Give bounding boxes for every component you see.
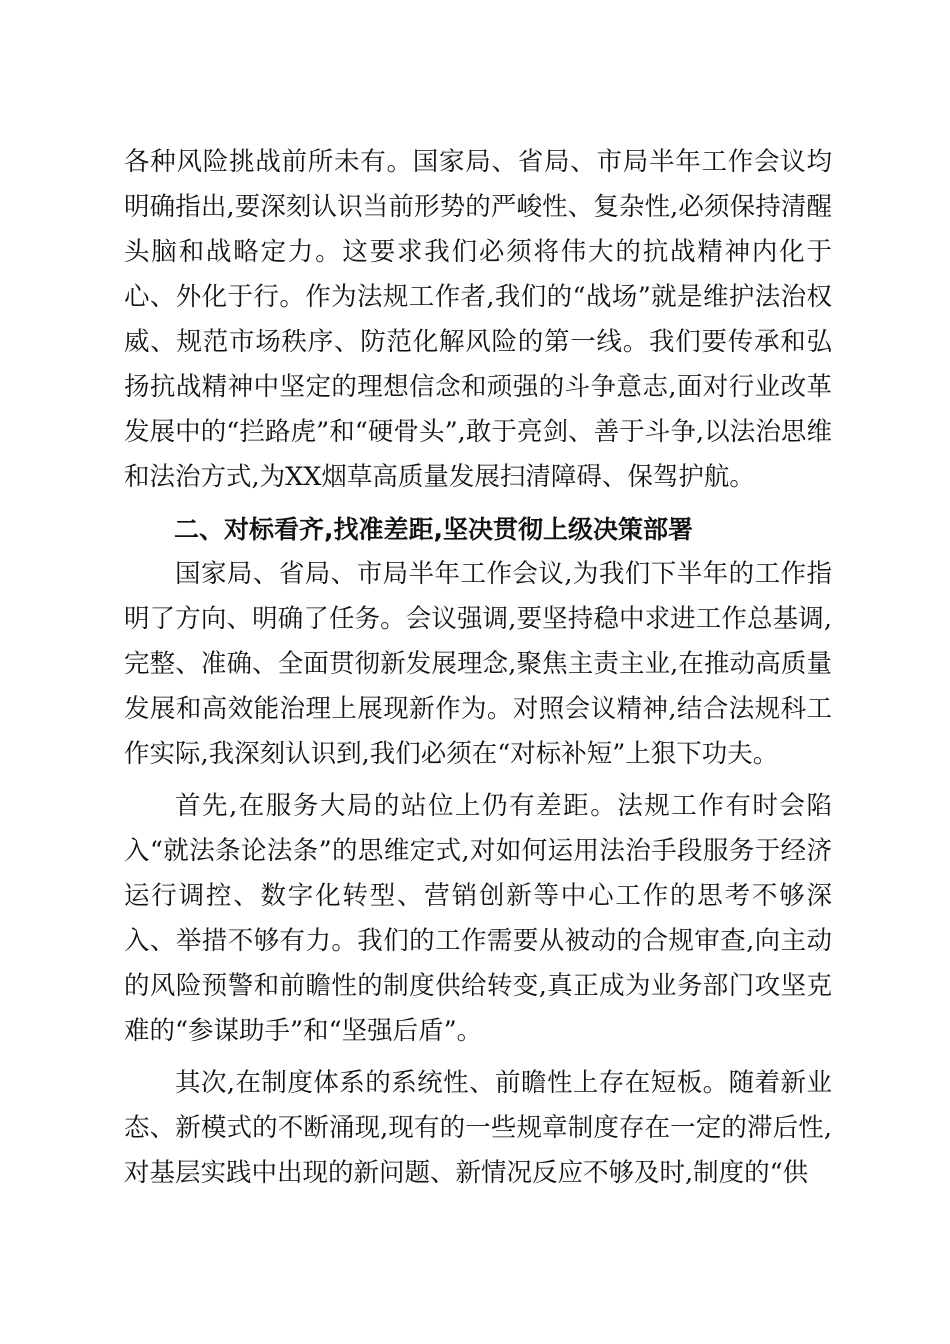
document-body — [124, 140, 832, 1203]
paragraph-risk-challenges: 各种风险挑战前所未有。国家局、省局、市局半年工作会议均明确指出,要深刻认识当前形势的严峻性、复杂性,必须保持清醒头脑和战略定力。这要求我们必须将伟大的抗战精神内化于心、外化于行。作为法规工作者,我们的“战场”就是维护法治权威、规范市场秩序、防范化解风险的第一线。我们要传承和弘扬抗战精神中坚定的理想信念和顽强的斗争意志,面对行业改革发展中的“拦路虎”和“硬骨头”,敢于亮剑、善于斗争,以法治思维和法治方式,为XX烟草高质量发展扫清障碍、保驾护航。 — [124, 147, 832, 492]
paragraph-first-gap: 首先,在服务大局的站位上仍有差距。法规工作有时会陷入“就法条论法条”的思维定式,对如何运用法治手段服务于经济运行调控、数字化转型、营销创新等中心工作的思考不够深入、举措不够有力。我们的工作需要从被动的合规审查,向主动的风险预警和前瞻性的制度供给转变,真正成为业务部门攻坚克难的“参谋助手”和“坚强后盾”。 — [124, 791, 832, 1046]
section-heading-benchmarking: 二、对标看齐,找准差距,坚决贯彻上级决策部署 — [174, 515, 693, 544]
paragraph-second-shortcoming: 其次,在制度体系的系统性、前瞻性上存在短板。随着新业态、新模式的不断涌现,现有的一些规章制度存在一定的滞后性,对基层实践中出现的新问题、新情况反应不够及时,制度的“供 — [124, 1068, 832, 1188]
paragraph-half-year-meeting: 国家局、省局、市局半年工作会议,为我们下半年的工作指明了方向、明确了任务。会议强调,要坚持稳中求进工作总基调,完整、准确、全面贯彻新发展理念,聚焦主责主业,在推动高质量发展和高效能治理上展现新作为。对照会议精神,结合法规科工作实际,我深刻认识到,我们必须在“对标补短”上狠下功夫。 — [124, 559, 832, 769]
